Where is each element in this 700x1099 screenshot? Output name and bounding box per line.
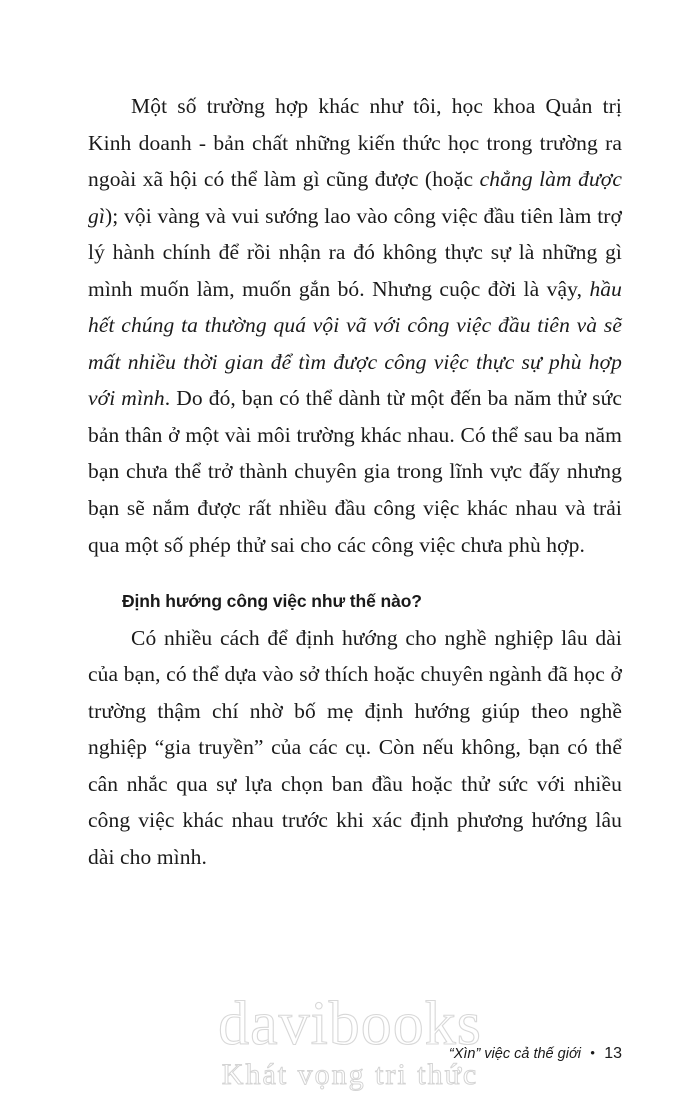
page-footer — [449, 1045, 622, 1063]
paragraph-2: Có nhiều cách để định hướng cho nghề nghiệp lâu dài của bạn, có thể dựa vào sở thích hoặc chuyên ngành đã học ở trường thậm chí nhờ bố mẹ định hướng giúp theo nghề nghiệp “gia truyền” của các cụ. Còn nếu không, bạn có thể cân nhắc qua sự lựa chọn ban đầu hoặc thử sức với nhiều công việc khác nhau trước khi xác định phương hướng lâu dài cho mình. — [88, 625, 622, 869]
paragraph-1-part-2: ); vội vàng và vui sướng lao vào công việc đầu tiên làm trợ lý hành chính để rồi nhận ra đó không thực sự là những gì mình muốn làm, muốn gắn bó. Nhưng cuộc đời là vậy, — [88, 203, 622, 301]
section-heading: Định hướng công việc như thế nào? — [122, 591, 422, 612]
footer-separator-dot: • — [589, 1046, 596, 1062]
footer-book-title: “Xìn” việc cả thế giới — [448, 1046, 581, 1062]
watermark-main-text: davibooks — [218, 990, 482, 1058]
paragraph-1-italic-2: hầu hết chúng ta thường quá vội vã với công việc đầu tiên và sẽ mất nhiều thời gian để tìm được công việc thực sự phù hợp với mình — [88, 276, 622, 411]
paragraph-1-part-1: Một số trường hợp khác như tôi, học khoa Quản trị Kinh doanh - bản chất những kiến thức học trong trường ra ngoài xã hội có thể làm gì cũng được (hoặc — [88, 94, 622, 192]
paragraph-1-italic-1: chẳng làm được gì — [88, 167, 622, 228]
watermark-sub-text: Khát vọng tri thức — [221, 1058, 479, 1091]
watermark — [0, 990, 700, 1093]
paragraph-1 — [88, 88, 622, 563]
page-number: 13 — [604, 1045, 622, 1062]
paragraph-1-part-3: . Do đó, bạn có thể dành từ một đến ba năm thử sức bản thân ở một vài môi trường khác nhau. Có thể sau ba năm bạn chưa thể trở thành chuyên gia trong lĩnh vực đấy nhưng bạn sẽ nắm được rất nhiều đầu công việc khác nhau và trải qua một số phép thử sai cho các công việc chưa phù hợp. — [88, 386, 622, 557]
page-body — [88, 88, 622, 875]
